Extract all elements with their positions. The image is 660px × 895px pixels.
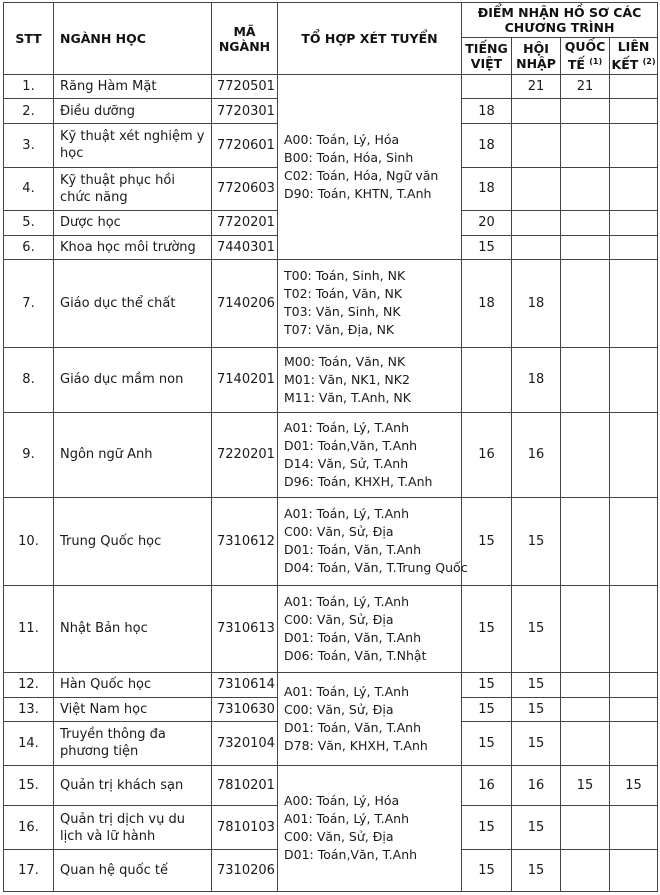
score-integration <box>512 235 561 259</box>
score-integration: 21 <box>512 75 561 99</box>
score-joint <box>610 806 658 850</box>
row-number: 2. <box>4 99 54 123</box>
score-international <box>561 585 610 672</box>
score-vietnamese <box>462 347 512 412</box>
row-number: 11. <box>4 585 54 672</box>
row-number: 10. <box>4 498 54 585</box>
score-joint <box>610 697 658 721</box>
major-name: Kỹ thuật xét nghiệm y học <box>54 123 212 167</box>
score-international <box>561 260 610 347</box>
score-vietnamese <box>462 75 512 99</box>
score-vietnamese: 15 <box>462 697 512 721</box>
combination-line: D78: Văn, KHXH, T.Anh <box>284 737 428 753</box>
score-joint <box>610 167 658 211</box>
score-vietnamese: 20 <box>462 211 512 235</box>
combination-line: D06: Toán, Văn, T.Nhật <box>284 647 427 663</box>
header-code-line2: NGÀNH <box>218 38 271 54</box>
combination-line: D01: Toán, Văn, T.Anh <box>284 629 422 645</box>
header-code <box>212 3 278 75</box>
subject-combinations <box>278 498 468 585</box>
combination-line: C00: Văn, Sử, Địa <box>284 611 394 627</box>
major-code: 7720603 <box>212 167 278 211</box>
score-joint <box>610 99 658 123</box>
score-integration: 15 <box>512 498 561 585</box>
combination-line: A01: Toán, Lý, T.Anh <box>284 419 410 435</box>
major-name: Truyền thông đa phương tiện <box>54 721 212 765</box>
header-joint-program <box>610 38 658 75</box>
score-international <box>561 167 610 211</box>
major-name: Nhật Bản học <box>54 585 212 672</box>
combination-line: C00: Văn, Sử, Địa <box>284 829 394 845</box>
footnote-marker: (1) <box>589 57 603 67</box>
combination-line: T03: Văn, Sinh, NK <box>284 304 401 320</box>
major-name: Kỹ thuật phục hồi chức năng <box>54 167 212 211</box>
row-number: 1. <box>4 75 54 99</box>
table-row <box>4 673 658 697</box>
subject-combinations <box>278 347 462 412</box>
score-international <box>561 673 610 697</box>
table-row <box>4 347 658 412</box>
major-code: 7310630 <box>212 697 278 721</box>
table-row <box>4 498 658 585</box>
header-code-line1: MÃ <box>233 23 256 39</box>
combination-line: M11: Văn, T.Anh, NK <box>284 389 411 405</box>
combination-line: D96: Toán, KHXH, T.Anh <box>284 473 433 489</box>
major-name: Giáo dục mầm non <box>54 347 212 412</box>
score-international <box>561 123 610 167</box>
score-international <box>561 721 610 765</box>
score-vietnamese: 18 <box>462 99 512 123</box>
score-joint <box>610 75 658 99</box>
table-row <box>4 412 658 497</box>
major-code: 7440301 <box>212 235 278 259</box>
major-name: Việt Nam học <box>54 697 212 721</box>
major-name: Khoa học môi trường <box>54 235 212 259</box>
score-integration: 15 <box>512 585 561 672</box>
score-international <box>561 347 610 412</box>
major-name: Quan hệ quốc tế <box>54 850 212 892</box>
score-integration: 15 <box>512 721 561 765</box>
score-joint <box>610 585 658 672</box>
major-name: Ngôn ngữ Anh <box>54 412 212 497</box>
major-code: 7310613 <box>212 585 278 672</box>
table-row <box>4 75 658 99</box>
combination-line: T00: Toán, Sinh, NK <box>284 268 406 284</box>
score-integration: 15 <box>512 673 561 697</box>
header-international-program <box>561 38 610 75</box>
combination-line: A00: Toán, Lý, Hóa <box>284 793 400 809</box>
score-international: 15 <box>561 765 610 806</box>
row-number: 9. <box>4 412 54 497</box>
row-number: 8. <box>4 347 54 412</box>
major-name: Điều dưỡng <box>54 99 212 123</box>
score-international <box>561 99 610 123</box>
admission-score-table <box>3 2 658 892</box>
score-integration <box>512 99 561 123</box>
score-joint <box>610 211 658 235</box>
header-sub-line: VIỆT <box>470 56 503 71</box>
subject-combinations <box>278 412 462 497</box>
score-joint <box>610 123 658 167</box>
row-number: 4. <box>4 167 54 211</box>
score-international <box>561 498 610 585</box>
header-sub-line: HỘI <box>523 41 549 56</box>
subject-combinations <box>278 585 462 672</box>
header-sub-line: TIẾNG <box>465 41 508 56</box>
score-vietnamese: 16 <box>462 412 512 497</box>
major-code: 7310612 <box>212 498 278 585</box>
table-row <box>4 765 658 806</box>
header-vietnamese-program <box>462 38 512 75</box>
combination-line: C00: Văn, Sử, Địa <box>284 701 394 717</box>
subject-combinations <box>278 75 462 260</box>
score-integration: 16 <box>512 765 561 806</box>
row-number: 3. <box>4 123 54 167</box>
combination-line: A00: Toán, Lý, Hóa <box>284 132 400 148</box>
table-body <box>4 75 658 892</box>
combination-line: D01: Toán,Văn, T.Anh <box>284 437 418 453</box>
score-vietnamese: 15 <box>462 850 512 892</box>
combination-line: D04: Toán, Văn, T.Trung Quốc <box>284 560 468 576</box>
score-joint <box>610 347 658 412</box>
header-sub-line: KẾT <box>611 57 639 73</box>
row-number: 13. <box>4 697 54 721</box>
major-code: 7810103 <box>212 806 278 850</box>
score-integration: 18 <box>512 347 561 412</box>
combination-line: D01: Toán, Văn, T.Anh <box>284 719 422 735</box>
score-vietnamese: 18 <box>462 167 512 211</box>
subject-combinations <box>278 260 462 347</box>
combination-line: C02: Toán, Hóa, Ngữ văn <box>284 168 439 184</box>
major-name: Hàn Quốc học <box>54 673 212 697</box>
combination-line: A01: Toán, Lý, T.Anh <box>284 683 410 699</box>
score-international <box>561 235 610 259</box>
subject-combinations <box>278 765 462 891</box>
major-code: 7720501 <box>212 75 278 99</box>
score-vietnamese: 18 <box>462 260 512 347</box>
score-joint <box>610 721 658 765</box>
row-number: 12. <box>4 673 54 697</box>
score-vietnamese: 15 <box>462 235 512 259</box>
major-name: Quản trị khách sạn <box>54 765 212 806</box>
major-code: 7720201 <box>212 211 278 235</box>
major-name: Giáo dục thể chất <box>54 260 212 347</box>
row-number: 14. <box>4 721 54 765</box>
combination-line: A01: Toán, Lý, T.Anh <box>284 506 410 522</box>
score-vietnamese: 15 <box>462 673 512 697</box>
header-sub-line: TẾ <box>567 57 585 73</box>
score-integration: 18 <box>512 260 561 347</box>
row-number: 16. <box>4 806 54 850</box>
combination-line: A01: Toán, Lý, T.Anh <box>284 593 410 609</box>
combination-line: A01: Toán, Lý, T.Anh <box>284 811 410 827</box>
header-score-line1: ĐIỂM NHẬN HỒ SƠ CÁC <box>477 5 642 20</box>
major-code: 7320104 <box>212 721 278 765</box>
score-international <box>561 412 610 497</box>
header-sub-line: QUỐC <box>564 39 606 55</box>
score-integration <box>512 211 561 235</box>
combination-line: D01: Toán, Văn, T.Anh <box>284 542 422 558</box>
header-score-line2: CHƯƠNG TRÌNH <box>504 20 615 35</box>
row-number: 5. <box>4 211 54 235</box>
footnote-marker: (2) <box>642 57 656 67</box>
major-code: 7310206 <box>212 850 278 892</box>
score-integration <box>512 167 561 211</box>
score-joint <box>610 235 658 259</box>
major-name: Răng Hàm Mặt <box>54 75 212 99</box>
header-stt: STT <box>4 3 54 75</box>
header-integration-program <box>512 38 561 75</box>
combination-line: D01: Toán,Văn, T.Anh <box>284 847 418 863</box>
header-combination: TỔ HỢP XÉT TUYỂN <box>278 3 462 75</box>
header-sub-line: LIÊN <box>617 39 650 55</box>
score-international <box>561 806 610 850</box>
major-code: 7720301 <box>212 99 278 123</box>
score-joint <box>610 850 658 892</box>
score-joint <box>610 673 658 697</box>
score-integration: 15 <box>512 697 561 721</box>
score-international <box>561 697 610 721</box>
major-name: Trung Quốc học <box>54 498 212 585</box>
score-international <box>561 211 610 235</box>
combination-line: B00: Toán, Hóa, Sinh <box>284 150 414 166</box>
row-number: 15. <box>4 765 54 806</box>
score-vietnamese: 15 <box>462 721 512 765</box>
score-vietnamese: 18 <box>462 123 512 167</box>
score-vietnamese: 15 <box>462 498 512 585</box>
major-code: 7310614 <box>212 673 278 697</box>
major-name: Dược học <box>54 211 212 235</box>
row-number: 6. <box>4 235 54 259</box>
score-international <box>561 850 610 892</box>
row-number: 7. <box>4 260 54 347</box>
score-vietnamese: 16 <box>462 765 512 806</box>
header-score-group <box>462 3 658 38</box>
score-integration: 15 <box>512 806 561 850</box>
header-sub-line: NHẬP <box>516 56 556 71</box>
combination-line: T02: Toán, Văn, NK <box>284 286 403 302</box>
score-joint: 15 <box>610 765 658 806</box>
major-code: 7220201 <box>212 412 278 497</box>
row-number: 17. <box>4 850 54 892</box>
score-joint <box>610 498 658 585</box>
combination-line: M00: Toán, Văn, NK <box>284 353 406 369</box>
score-international: 21 <box>561 75 610 99</box>
subject-combinations <box>278 673 462 766</box>
combination-line: T07: Văn, Địa, NK <box>284 322 395 338</box>
major-code: 7720601 <box>212 123 278 167</box>
score-vietnamese: 15 <box>462 806 512 850</box>
score-joint <box>610 260 658 347</box>
combination-line: D14: Văn, Sử, T.Anh <box>284 455 409 471</box>
major-name: Quản trị dịch vụ du lịch và lữ hành <box>54 806 212 850</box>
score-integration <box>512 123 561 167</box>
major-code: 7140201 <box>212 347 278 412</box>
score-integration: 15 <box>512 850 561 892</box>
score-joint <box>610 412 658 497</box>
major-code: 7810201 <box>212 765 278 806</box>
header-major: NGÀNH HỌC <box>54 3 212 75</box>
combination-line: C00: Văn, Sử, Địa <box>284 524 394 540</box>
score-vietnamese: 15 <box>462 585 512 672</box>
score-integration: 16 <box>512 412 561 497</box>
combination-line: D90: Toán, KHTN, T.Anh <box>284 186 432 202</box>
combination-line: M01: Văn, NK1, NK2 <box>284 371 410 387</box>
table-row <box>4 260 658 347</box>
major-code: 7140206 <box>212 260 278 347</box>
table-row <box>4 585 658 672</box>
